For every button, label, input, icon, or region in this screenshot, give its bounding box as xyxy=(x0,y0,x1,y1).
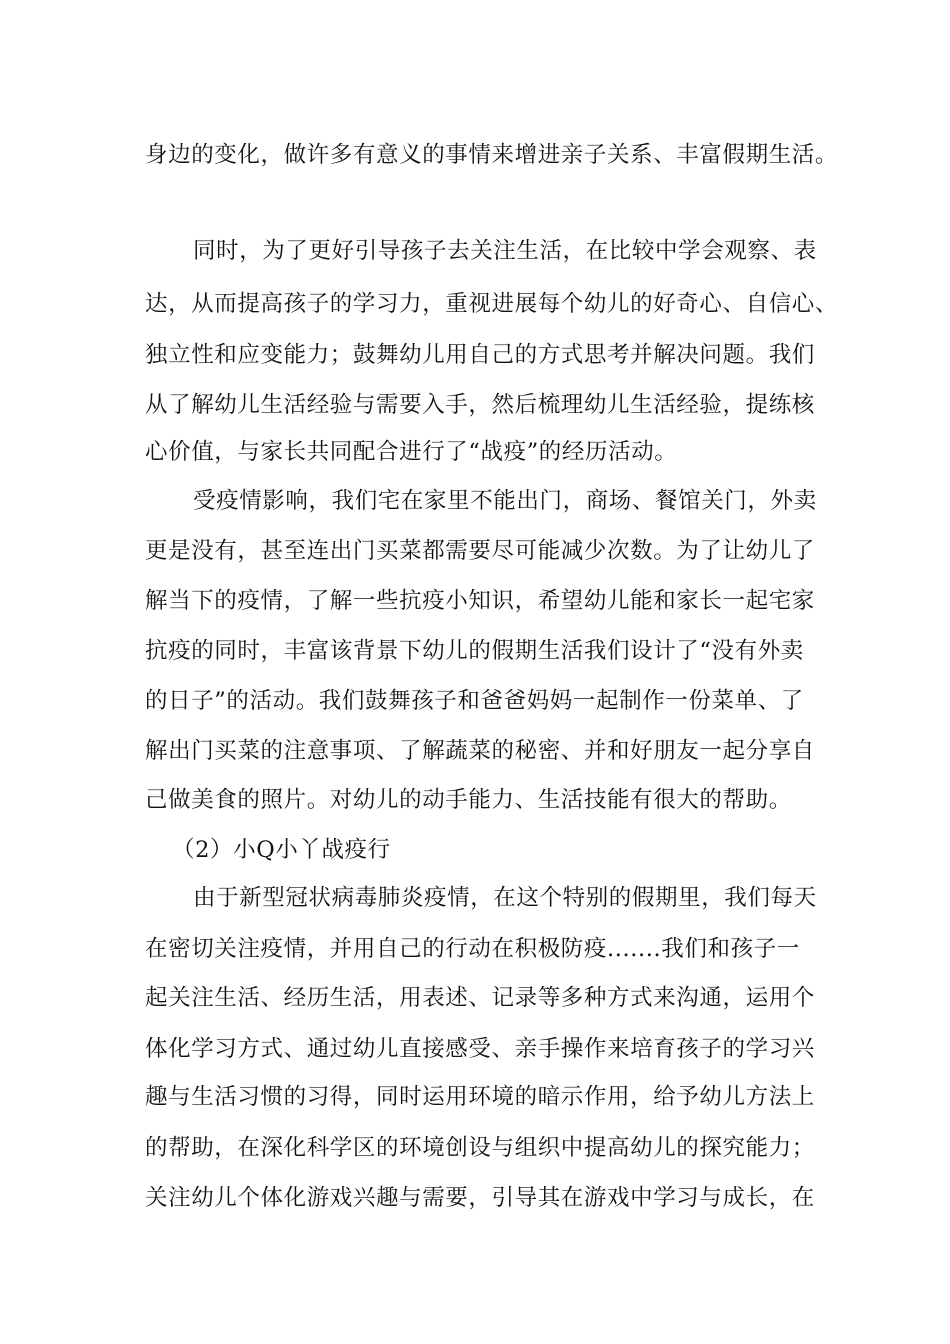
paragraph-4-line-4: 体化学习方式、通过幼儿直接感受、亲手操作来培育孩子的学习兴 xyxy=(145,1036,815,1062)
paragraph-4-line-3: 起关注生活、经历生活，用表述、记录等多种方式来沟通，运用个 xyxy=(145,985,815,1011)
paragraph-4-line-1: 由于新型冠状病毒肺炎疫情，在这个特别的假期里，我们每天 xyxy=(193,885,817,911)
paragraph-2-line-2: 达，从而提高孩子的学习力，重视进展每个幼儿的好奇心、自信心、 xyxy=(145,291,839,317)
paragraph-3-line-6: 解出门买菜的注意事项、了解蔬菜的秘密、并和好朋友一起分享自 xyxy=(145,738,815,764)
paragraph-3-line-7: 己做美食的照片。对幼儿的动手能力、生活技能有很大的帮助。 xyxy=(145,787,792,813)
paragraph-3-line-2: 更是没有，甚至连出门买菜都需要尽可能减少次数。为了让幼儿了 xyxy=(145,538,815,564)
paragraph-4-line-5: 趣与生活习惯的习得，同时运用环境的暗示作用，给予幼儿方法上 xyxy=(145,1084,815,1110)
paragraph-3-line-1: 受疫情影响，我们宅在家里不能出门，商场、餐馆关门，外卖 xyxy=(193,488,817,514)
paragraph-4-line-2: 在密切关注疫情，并用自己的行动在积极防疫.......我们和孩子一 xyxy=(145,936,800,962)
section-heading: （2）小Q小丫战疫行 xyxy=(172,837,391,863)
paragraph-3-line-5: 的日子”的活动。我们鼓舞孩子和爸爸妈妈一起制作一份菜单、了 xyxy=(145,688,804,714)
paragraph-3-line-4: 抗疫的同时，丰富该背景下幼儿的假期生活我们设计了“没有外卖 xyxy=(145,638,804,664)
paragraph-3-line-3: 解当下的疫情，了解一些抗疫小知识，希望幼儿能和家长一起宅家 xyxy=(145,588,815,614)
paragraph-2-line-5: 心价值，与家长共同配合进行了“战疫”的经历活动。 xyxy=(145,439,678,465)
paragraph-4-line-6: 的帮助，在深化科学区的环境创设与组织中提高幼儿的探究能力； xyxy=(145,1135,815,1161)
paragraph-2-line-1: 同时，为了更好引导孩子去关注生活，在比较中学会观察、表 xyxy=(193,238,817,264)
paragraph-2-line-3: 独立性和应变能力；鼓舞幼儿用自己的方式思考并解决问题。我们 xyxy=(145,342,815,368)
text-line-1: 身边的变化，做许多有意义的事情来增进亲子关系、丰富假期生活。 xyxy=(145,142,839,168)
paragraph-2-line-4: 从了解幼儿生活经验与需要入手，然后梳理幼儿生活经验，提练核 xyxy=(145,392,815,418)
paragraph-4-line-7: 关注幼儿个体化游戏兴趣与需要，引导其在游戏中学习与成长，在 xyxy=(145,1185,815,1211)
